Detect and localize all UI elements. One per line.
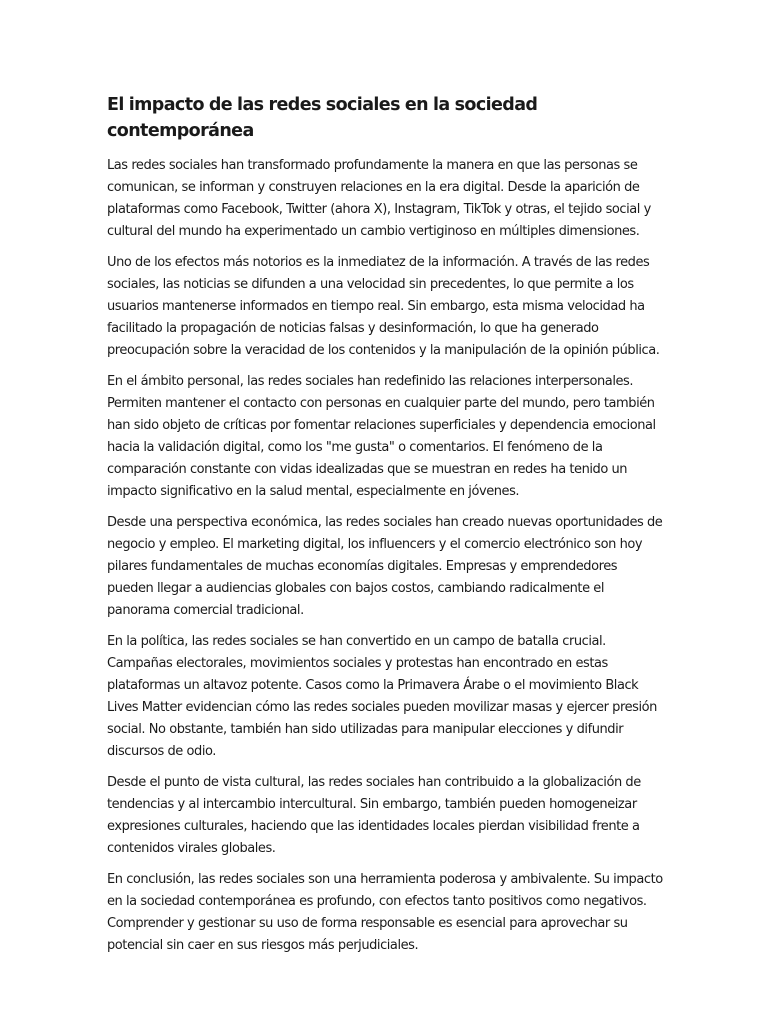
document-title: El impacto de las redes sociales en la sociedad contemporánea <box>107 95 538 141</box>
paragraph-intro: Las redes sociales han transformado profundamente la manera en que las personas se comunican, se informan y construyen relaciones en la era digital. Desde la aparición de plataformas como Facebook, Twitter (ahora X), Instagram, TikTok y otras, el tejido social y cultural del mundo ha experimentado un cambio vertiginoso en múltiples dimensiones. <box>107 158 651 239</box>
paragraph-personal: En el ámbito personal, las redes sociales han redefinido las relaciones interpersonales. Permiten mantener el contacto con personas en cualquier parte del mundo, pero también han sido objeto de críticas por fomentar relaciones superficiales y dependencia emocional hacia la validación digital, como los "me gusta" o comentarios. El fenómeno de la comparación constante con vidas idealizadas que se muestran en redes ha tenido un impacto significativo en la salud mental, especialmente en jóvenes. <box>107 374 656 499</box>
paragraph-economic: Desde una perspectiva económica, las redes sociales han creado nuevas oportunidades de negocio y empleo. El marketing digital, los influencers y el comercio electrónico son hoy pilares fundamentales de muchas economías digitales. Empresas y emprendedores pueden llegar a audiencias globales con bajos costos, cambiando radicalmente el panorama comercial tradicional. <box>107 515 663 618</box>
document-page <box>107 92 667 966</box>
paragraph-politics: En la política, las redes sociales se han convertido en un campo de batalla crucial. Campañas electorales, movimientos sociales y protestas han encontrado en estas plataformas un altavoz potente. Casos como la Primavera Árabe o el movimiento Black Lives Matter evidencian cómo las redes sociales pueden movilizar masas y ejercer presión social. No obstante, también han sido utilizadas para manipular elecciones y difundir discursos de odio. <box>107 634 657 759</box>
paragraph-conclusion: En conclusión, las redes sociales son una herramienta poderosa y ambivalente. Su impacto en la sociedad contemporánea es profundo, con efectos tanto positivos como negativos. Comprender y gestionar su uso de forma responsable es esencial para aprovechar su potencial sin caer en sus riesgos más perjudiciales. <box>107 872 663 953</box>
paragraph-information: Uno de los efectos más notorios es la inmediatez de la información. A través de las redes sociales, las noticias se difunden a una velocidad sin precedentes, lo que permite a los usuarios mantenerse informados en tiempo real. Sin embargo, esta misma velocidad ha facilitado la propagación de noticias falsas y desinformación, lo que ha generado preocupación sobre la veracidad de los contenidos y la manipulación de la opinión pública. <box>107 255 660 358</box>
paragraph-cultural: Desde el punto de vista cultural, las redes sociales han contribuido a la globalización de tendencias y al intercambio intercultural. Sin embargo, también pueden homogeneizar expresiones culturales, haciendo que las identidades locales pierdan visibilidad frente a contenidos virales globales. <box>107 775 641 856</box>
